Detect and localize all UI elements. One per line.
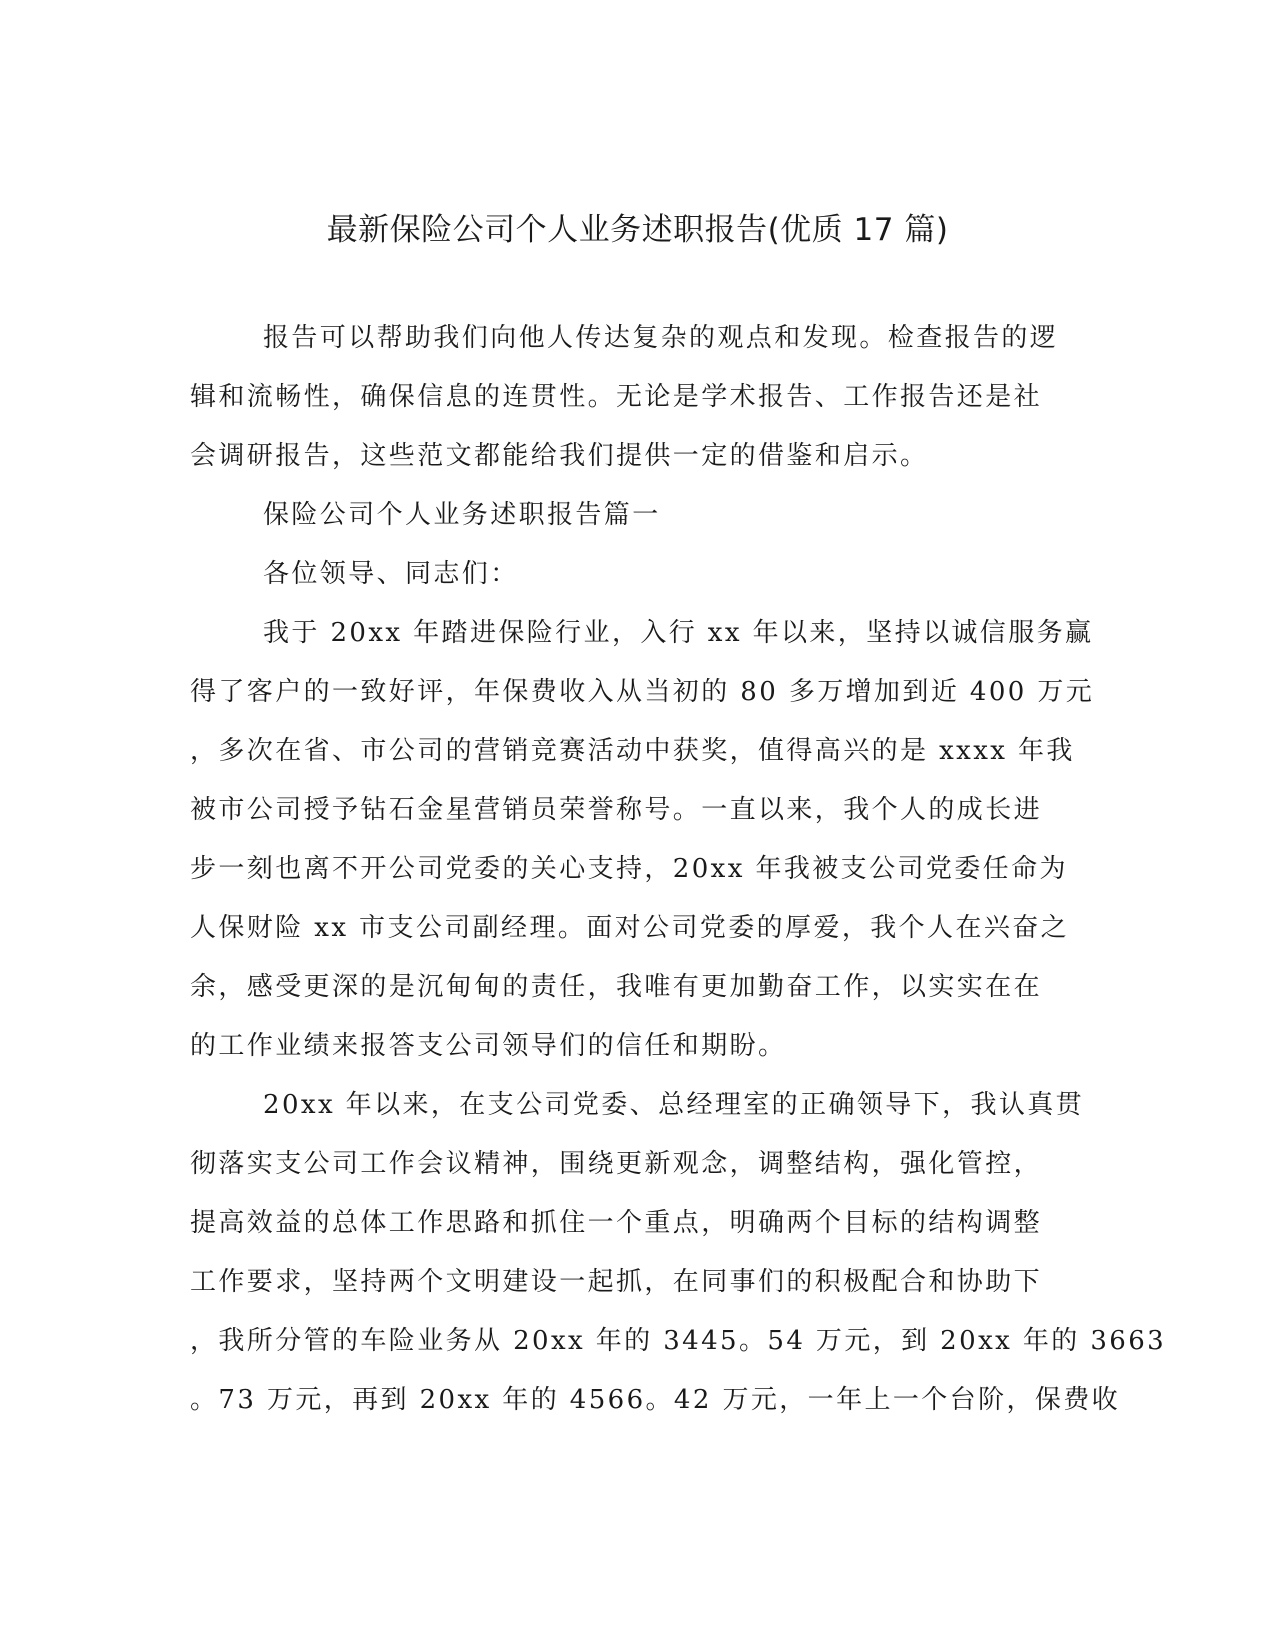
paragraph-line: 人保财险 xx 市支公司副经理。面对公司党委的厚爱，我个人在兴奋之 bbox=[190, 913, 1070, 943]
salutation: 各位领导、同志们： bbox=[263, 559, 519, 589]
paragraph-line: 彻落实支公司工作会议精神，围绕更新观念，调整结构，强化管控， bbox=[190, 1149, 1043, 1179]
section-heading: 保险公司个人业务述职报告篇一 bbox=[263, 500, 661, 530]
paragraph-line: ，多次在省、市公司的营销竞赛活动中获奖，值得高兴的是 xxxx 年我 bbox=[190, 736, 1075, 766]
paragraph-line: 20xx 年以来，在支公司党委、总经理室的正确领导下，我认真贯 bbox=[263, 1090, 1085, 1120]
paragraph-line: 会调研报告，这些范文都能给我们提供一定的借鉴和启示。 bbox=[190, 441, 929, 471]
paragraph-line: 辑和流畅性，确保信息的连贯性。无论是学术报告、工作报告还是社 bbox=[190, 382, 1043, 412]
paragraph-line: 我于 20xx 年踏进保险行业，入行 xx 年以来，坚持以诚信服务赢 bbox=[263, 618, 1094, 648]
paragraph-line: 。73 万元，再到 20xx 年的 4566。42 万元，一年上一个台阶，保费收 bbox=[190, 1385, 1121, 1415]
paragraph-line: 报告可以帮助我们向他人传达复杂的观点和发现。检查报告的逻 bbox=[263, 323, 1059, 353]
paragraph-line: ，我所分管的车险业务从 20xx 年的 3445。54 万元，到 20xx 年的 3663 bbox=[190, 1326, 1167, 1356]
document-title: 最新保险公司个人业务述职报告(优质 17 篇) bbox=[326, 212, 949, 248]
paragraph-line: 工作要求，坚持两个文明建设一起抓，在同事们的积极配合和协助下 bbox=[190, 1267, 1043, 1297]
paragraph-line: 提高效益的总体工作思路和抓住一个重点，明确两个目标的结构调整 bbox=[190, 1208, 1043, 1238]
paragraph-line: 的工作业绩来报答支公司领导们的信任和期盼。 bbox=[190, 1031, 787, 1061]
paragraph-line: 被市公司授予钻石金星营销员荣誉称号。一直以来，我个人的成长进 bbox=[190, 795, 1043, 825]
paragraph-line: 余，感受更深的是沉甸甸的责任，我唯有更加勤奋工作，以实实在在 bbox=[190, 972, 1043, 1002]
paragraph-line: 步一刻也离不开公司党委的关心支持，20xx 年我被支公司党委任命为 bbox=[190, 854, 1068, 884]
paragraph-line: 得了客户的一致好评，年保费收入从当初的 80 多万增加到近 400 万元 bbox=[190, 677, 1095, 707]
